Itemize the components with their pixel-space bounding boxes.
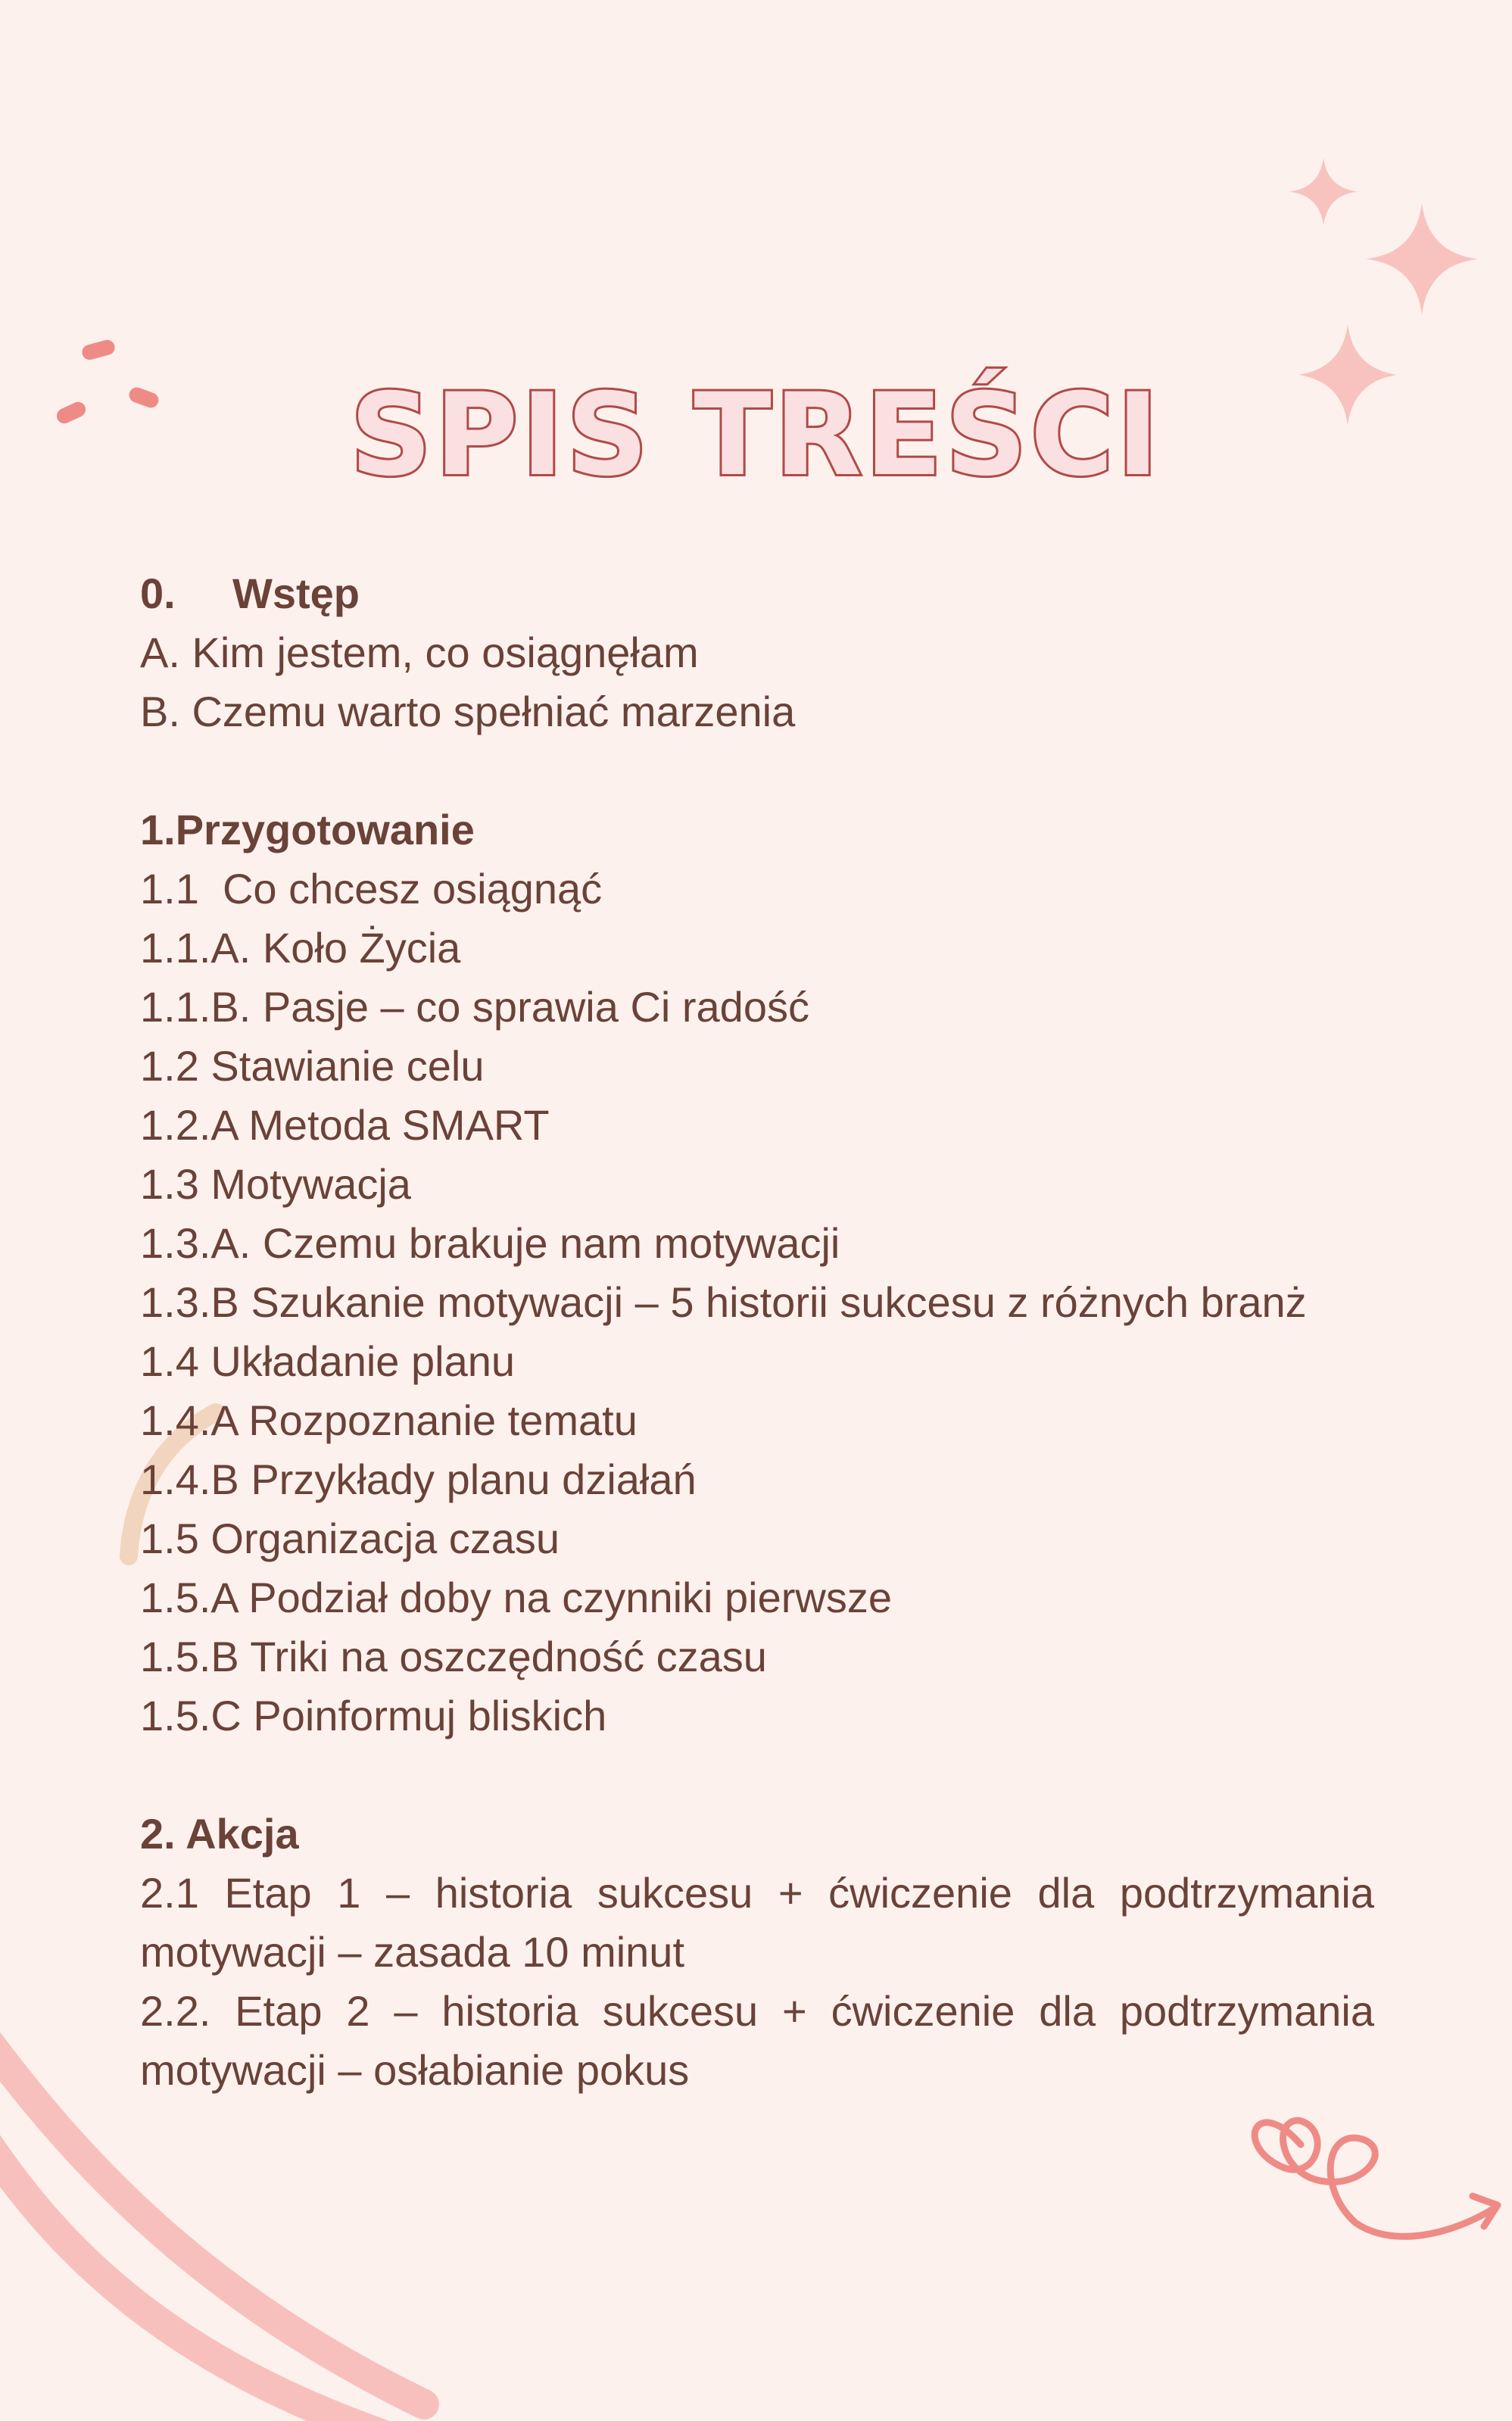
toc-item: A. Kim jestem, co osiągnęłam <box>140 629 699 676</box>
toc-heading-section-2: 2. Akcja <box>140 1810 299 1858</box>
toc-item: 1.2.A Metoda SMART <box>140 1101 550 1149</box>
toc-item: 1.1 Co chcesz osiągnąć <box>140 865 603 913</box>
spacer <box>140 1746 1374 1805</box>
sparkle-large-icon <box>1366 203 1478 315</box>
table-of-contents <box>140 564 1374 2100</box>
toc-item: 1.3.B Szukanie motywacji – 5 historii sukcesu z różnych branż <box>140 1278 1307 1326</box>
toc-item: 1.5 Organizacja czasu <box>140 1515 560 1562</box>
toc-item: 1.4.A Rozpoznanie tematu <box>140 1396 638 1444</box>
pink-sweep-line <box>0 2128 394 2421</box>
toc-heading-number: 0. <box>140 569 176 617</box>
arrow-head-icon <box>1473 2196 1498 2226</box>
toc-heading-section-1: 1.Przygotowanie <box>140 806 475 853</box>
toc-item: 1.3.A. Czemu brakuje nam motywacji <box>140 1219 840 1267</box>
toc-heading-label: Wstęp <box>232 569 360 617</box>
toc-item: 1.5.B Triki na oszczędność czasu <box>140 1633 767 1680</box>
toc-item: 1.5.C Poinformuj bliskich <box>140 1692 607 1739</box>
page-title: SPIS TREŚCI <box>350 370 1162 501</box>
spacer <box>140 741 1374 800</box>
confetti-dash <box>80 339 117 362</box>
toc-item: 1.4 Układanie planu <box>140 1337 516 1385</box>
toc-item: 2.2. Etap 2 – historia sukcesu + ćwiczenie dla podtrzymania motywacji – osłabianie pokus <box>140 1987 1374 2094</box>
toc-heading-intro <box>140 564 1374 623</box>
toc-item: B. Czemu warto spełniać marzenia <box>140 688 796 735</box>
toc-item: 1.1.B. Pasje – co sprawia Ci radość <box>140 983 809 1031</box>
squiggle-arrow-line <box>1255 2120 1495 2236</box>
toc-item: 1.1.A. Koło Życia <box>140 924 461 972</box>
toc-item: 1.4.B Przykłady planu działań <box>140 1455 697 1503</box>
toc-item: 1.2 Stawianie celu <box>140 1042 485 1090</box>
toc-item: 2.1 Etap 1 – historia sukcesu + ćwiczenie dla podtrzymania motywacji – zasada 10 minut <box>140 1869 1374 1976</box>
sparkle-small-icon <box>1289 158 1358 226</box>
toc-item: 1.3 Motywacja <box>140 1160 411 1208</box>
toc-item: 1.5.A Podział doby na czynniki pierwsze <box>140 1574 892 1621</box>
